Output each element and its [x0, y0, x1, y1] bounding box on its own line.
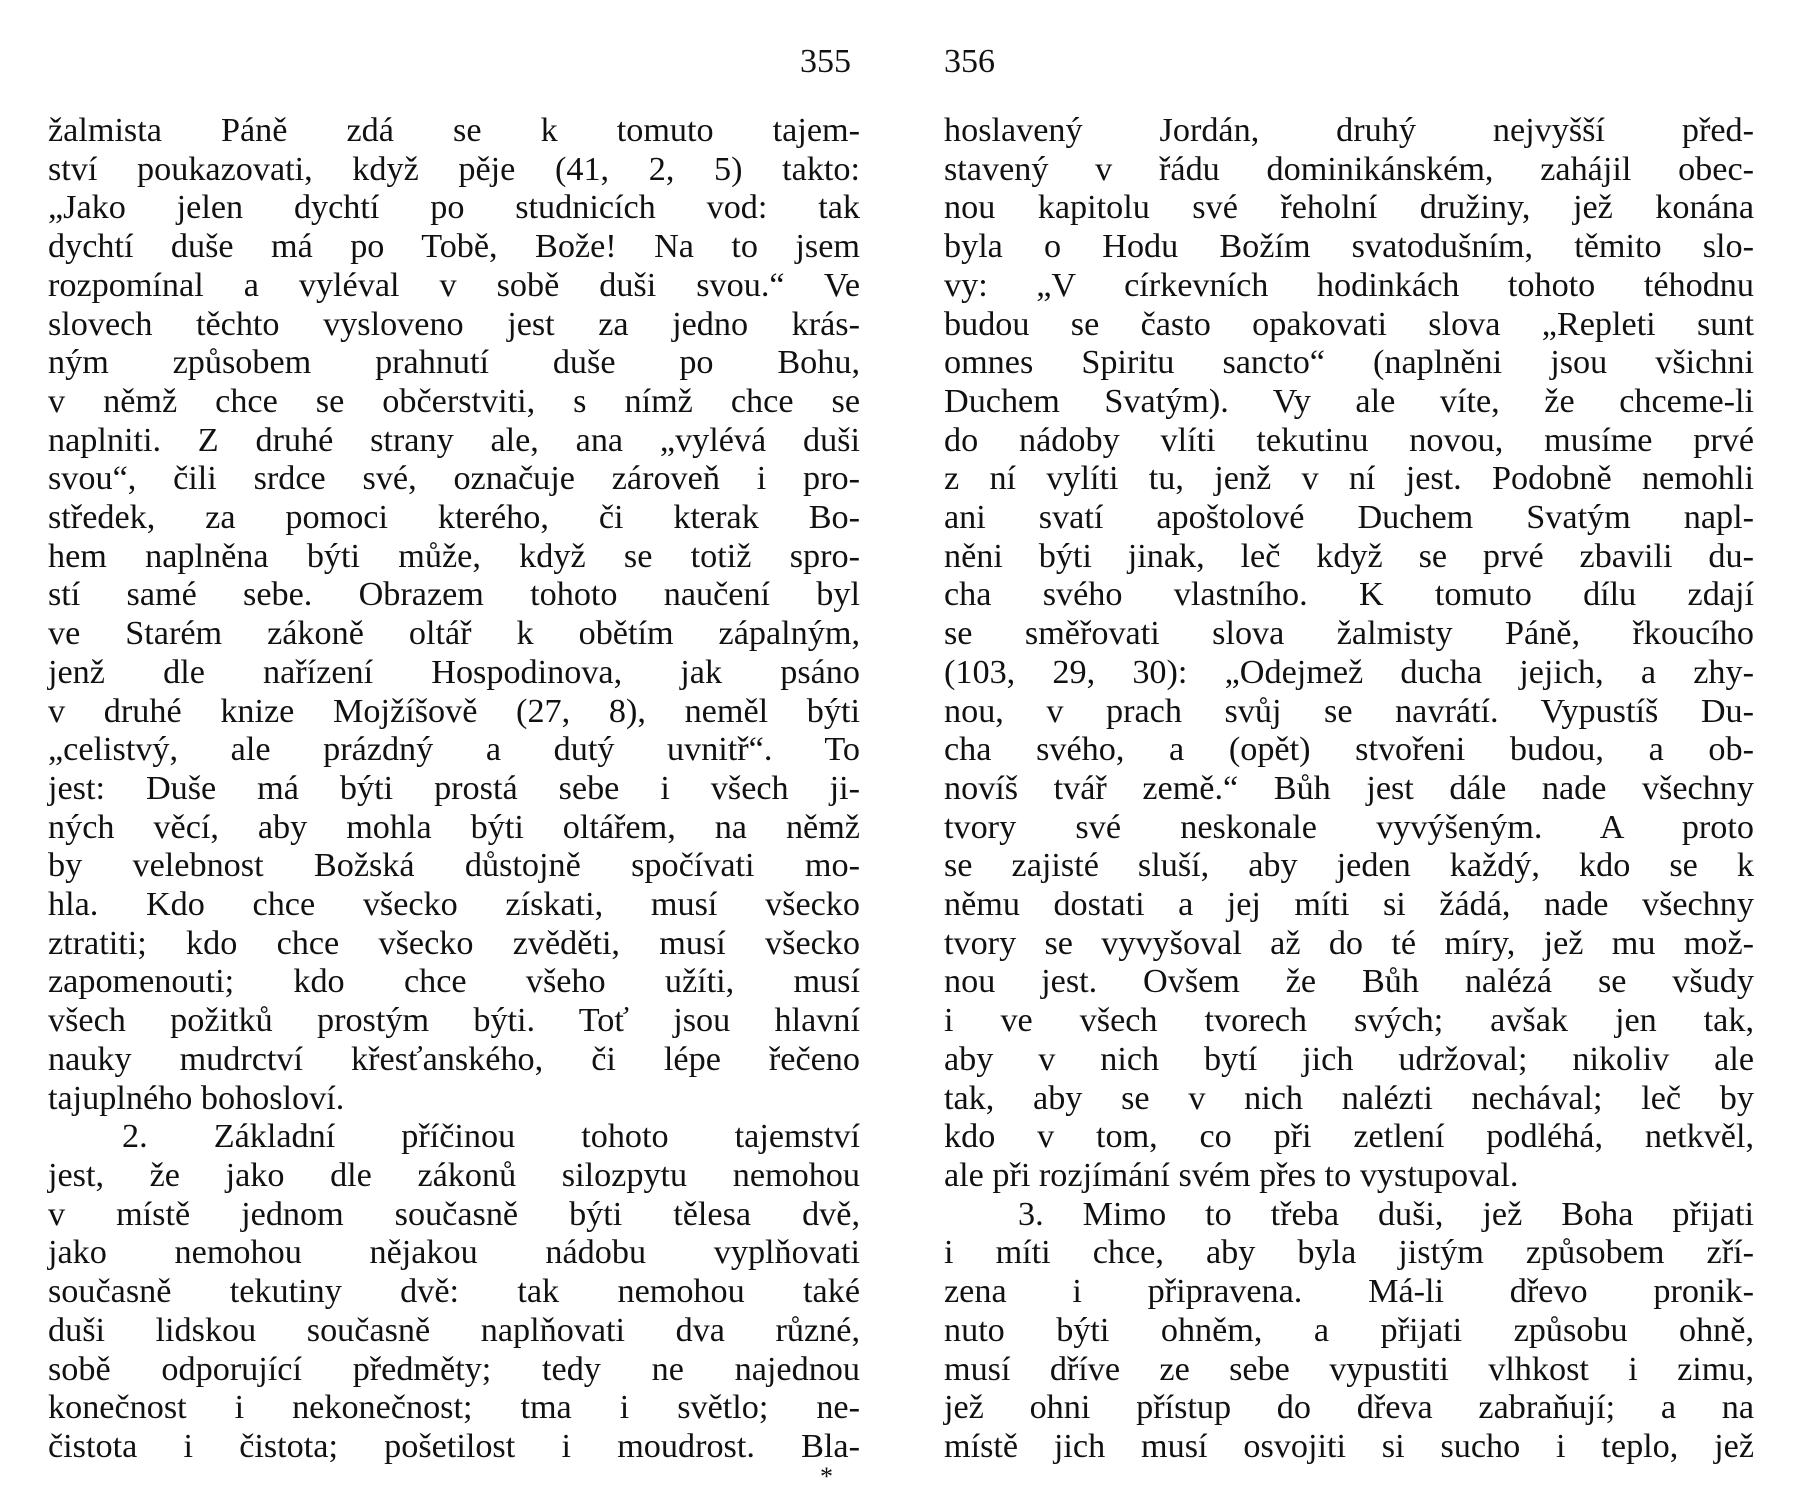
text-line: v druhé knize Mojžíšově (27, 8), neměl býti: [48, 692, 860, 730]
text-line: i míti chce, aby byla jistým způsobem zří-: [944, 1234, 1754, 1272]
text-line: tvory své neskonale vyvýšeným. A proto: [944, 808, 1754, 846]
text-line: stí samé sebe. Obrazem tohoto naučení byl: [48, 576, 860, 614]
text-line: se zajisté sluší, aby jeden každý, kdo se k: [944, 847, 1754, 885]
text-line: vy: „V církevních hodinkách tohoto téhodnu: [944, 266, 1754, 304]
text-line: nou jest. Ovšem že Bůh nalézá se všudy: [944, 963, 1754, 1001]
text-line: tak, aby se v nich nalézti nechával; leč by: [944, 1079, 1754, 1117]
left-column-text: [48, 112, 860, 1467]
text-line: i ve všech tvorech svých; avšak jen tak,: [944, 1002, 1754, 1040]
text-line: ství poukazovati, když pěje (41, 2, 5) takto:: [48, 150, 860, 188]
text-line: ve Starém zákoně oltář k obětím zápalným,: [48, 615, 860, 653]
text-line: žalmista Páně zdá se k tomuto tajem-: [48, 112, 860, 149]
text-line: hem naplněna býti může, když se totiž spro-: [48, 537, 860, 575]
text-line: sobě odporující předměty; tedy ne najednou: [48, 1350, 860, 1388]
text-line: středek, za pomoci kterého, či kterak Bo-: [48, 499, 860, 537]
text-line: konečnost i nekonečnost; tma i světlo; ne-: [48, 1389, 860, 1427]
text-line: současně tekutiny dvě: tak nemohou také: [48, 1273, 860, 1311]
text-line: nou kapitolu své řeholní družiny, jež konána: [944, 189, 1754, 227]
text-line: jenž dle nařízení Hospodinova, jak psáno: [48, 653, 860, 691]
text-line: tajuplného bohosloví.: [48, 1079, 345, 1117]
text-line: nauky mudrctví křesťanského, či lépe řečeno: [48, 1040, 860, 1078]
text-line: slovech těchto vysloveno jest za jedno krás-: [48, 305, 860, 343]
text-line: všech požitků prostým býti. Toť jsou hlavní: [48, 1002, 860, 1040]
text-line: v němž chce se občerstviti, s nímž chce se: [48, 382, 860, 420]
text-line: musí dříve ze sebe vypustiti vlhkost i zimu,: [944, 1350, 1754, 1388]
text-line: cha svého vlastního. K tomuto dílu zdají: [944, 576, 1754, 614]
text-line: zena i připravena. Má-li dřevo pronik-: [944, 1273, 1754, 1311]
right-column-text: [944, 112, 1754, 1467]
text-line: aby v nich bytí jich udržoval; nikoliv ale: [944, 1040, 1754, 1078]
text-line: ných věcí, aby mohla býti oltářem, na němž: [48, 808, 860, 846]
page-number-left: 355: [800, 43, 851, 80]
text-line: „Jako jelen dychtí po studnicích vod: tak: [48, 189, 860, 227]
text-line: budou se často opakovati slova „Repleti sunt: [944, 305, 1754, 343]
page-number-right: 356: [944, 43, 995, 80]
text-line: v místě jednom současně býti tělesa dvě,: [48, 1195, 860, 1233]
text-line: ale při rozjímání svém přes to vystupoval.: [944, 1156, 1519, 1194]
text-line: tvory se vyvyšoval až do té míry, jež mu mož-: [944, 924, 1754, 962]
text-line: místě jich musí osvojiti si sucho i teplo, jež: [944, 1427, 1754, 1465]
text-line: jest: Duše má býti prostá sebe i všech ji-: [48, 769, 860, 807]
text-line: jako nemohou nějakou nádobu vyplňovati: [48, 1234, 860, 1272]
text-line: jest, že jako dle zákonů silozpytu nemohou: [48, 1156, 860, 1194]
text-line: by velebnost Božská důstojně spočívati mo-: [48, 847, 860, 885]
text-line: hoslavený Jordán, druhý nejvyšší před-: [944, 112, 1754, 149]
text-line: byla o Hodu Božím svatodušním, těmito slo-: [944, 228, 1754, 266]
text-line: Duchem Svatým). Vy ale víte, že chceme-li: [944, 382, 1754, 420]
text-line: čistota i čistota; pošetilost i moudrost. Bla-: [48, 1427, 860, 1465]
text-line: hla. Kdo chce všecko získati, musí všecko: [48, 886, 860, 924]
text-line: „celistvý, ale prázdný a dutý uvnitř“. To: [48, 731, 860, 769]
text-line: (103, 29, 30): „Odejmež ducha jejich, a zhy-: [944, 653, 1754, 691]
signature-mark: *: [820, 1462, 833, 1491]
text-line: ným způsobem prahnutí duše po Bohu,: [48, 344, 860, 382]
text-line: ztratiti; kdo chce všecko zvěděti, musí všecko: [48, 924, 860, 962]
text-line: kdo v tom, co při zetlení podléhá, netkvěl,: [944, 1118, 1754, 1156]
text-line: z ní vylíti tu, jenž v ní jest. Podobně nemohli: [944, 460, 1754, 498]
text-line: němu dostati a jej míti si žádá, nade všechny: [944, 886, 1754, 924]
text-line: se směřovati slova žalmisty Páně, řkoucího: [944, 615, 1754, 653]
text-line: 2. Základní příčinou tohoto tajemství: [122, 1118, 860, 1156]
text-line: nuto býti ohněm, a přijati způsobu ohně,: [944, 1311, 1754, 1349]
text-line: naplniti. Z druhé strany ale, ana „vylévá duši: [48, 421, 860, 459]
text-line: ani svatí apoštolové Duchem Svatým napl-: [944, 499, 1754, 537]
text-line: stavený v řádu dominikánském, zahájil obec-: [944, 150, 1754, 188]
text-line: zapomenouti; kdo chce všeho užíti, musí: [48, 963, 860, 1001]
text-line: 3. Mimo to třeba duši, jež Boha přijati: [1018, 1195, 1754, 1233]
text-line: rozpomínal a vyléval v sobě duši svou.“ Ve: [48, 266, 860, 304]
text-line: svou“, čili srdce své, označuje zároveň i pro-: [48, 460, 860, 498]
text-line: nou, v prach svůj se navrátí. Vypustíš Du-: [944, 692, 1754, 730]
text-line: novíš tvář země.“ Bůh jest dále nade všechny: [944, 769, 1754, 807]
text-line: jež ohni přístup do dřeva zabraňují; a na: [944, 1389, 1754, 1427]
text-line: cha svého, a (opět) stvořeni budou, a ob-: [944, 731, 1754, 769]
text-line: do nádoby vlíti tekutinu novou, musíme prvé: [944, 421, 1754, 459]
text-line: omnes Spiritu sancto“ (naplněni jsou všichni: [944, 344, 1754, 382]
text-line: něni býti jinak, leč když se prvé zbavili du-: [944, 537, 1754, 575]
text-line: dychtí duše má po Tobě, Bože! Na to jsem: [48, 228, 860, 266]
text-line: duši lidskou současně naplňovati dva různé,: [48, 1311, 860, 1349]
